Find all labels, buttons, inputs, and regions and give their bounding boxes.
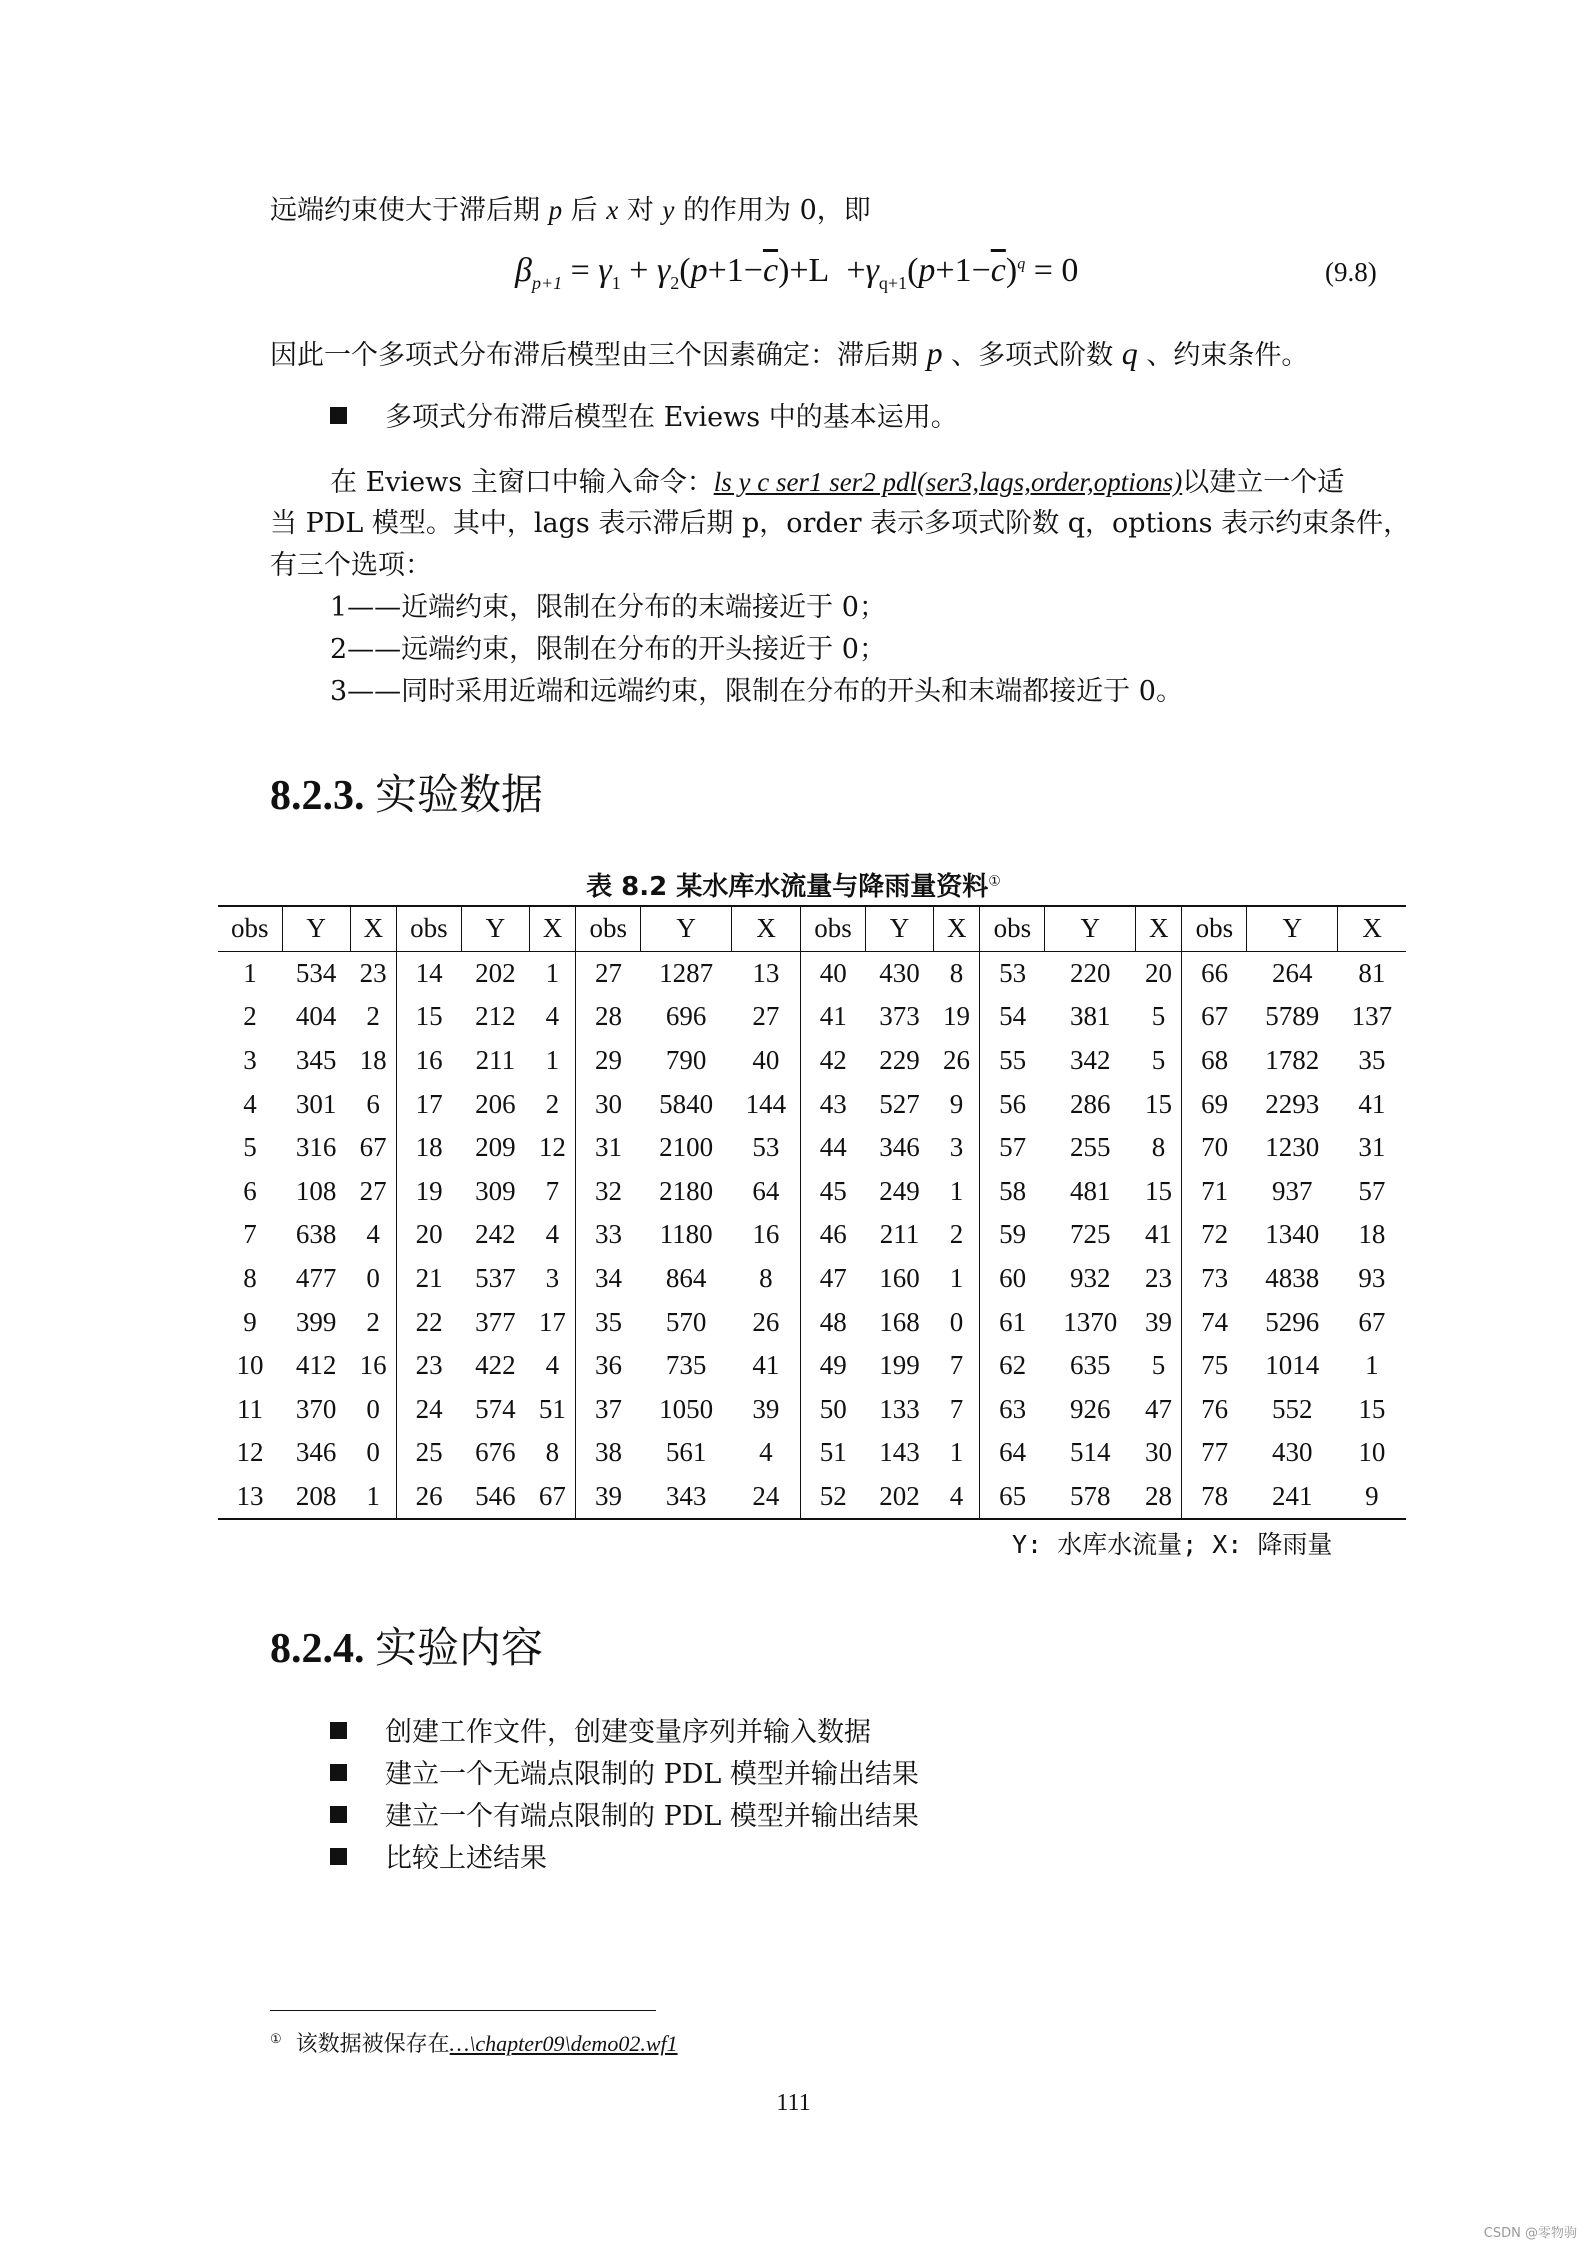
table-cell: 49 xyxy=(801,1344,866,1388)
table-cell: 676 xyxy=(475,1437,516,1468)
table-cell: 1287 xyxy=(659,957,714,988)
table-cell: 28 xyxy=(576,995,641,1039)
table-cell: 377 xyxy=(475,1306,516,1337)
table-cell: 316 xyxy=(295,1132,337,1163)
table-cell: 422 xyxy=(475,1350,516,1381)
table-cell: 5 xyxy=(1151,1350,1166,1381)
table-cell: 14 xyxy=(396,951,461,995)
table-row xyxy=(218,1431,1406,1475)
table-cell: 342 xyxy=(1069,1045,1111,1076)
table-cell: 735 xyxy=(665,1350,707,1381)
table-cell: 635 xyxy=(1069,1350,1111,1381)
table-cell: 42 xyxy=(801,1039,866,1083)
table-cell: 38 xyxy=(576,1431,641,1475)
table-cell: 43 xyxy=(801,1082,866,1126)
table-row xyxy=(218,951,1406,995)
table-cell: 3 xyxy=(949,1132,964,1163)
option-item: 2——远端约束，限制在分布的开头接近于 0； xyxy=(330,634,886,665)
table-cell: 20 xyxy=(396,1213,461,1257)
table-cell: 2 xyxy=(366,1306,380,1337)
table-cell: 2 xyxy=(243,1001,257,1032)
table-cell: 61 xyxy=(980,1300,1045,1344)
table-cell: 23 xyxy=(359,957,387,988)
table-cell: 1230 xyxy=(1265,1132,1320,1163)
table-cell: 8 xyxy=(949,957,964,988)
table-cell: 24 xyxy=(396,1388,461,1432)
table-cell: 206 xyxy=(475,1088,516,1119)
table-row xyxy=(218,995,1406,1039)
table-cell: 40 xyxy=(801,951,866,995)
table-cell: 3 xyxy=(243,1045,257,1076)
table-cell: 22 xyxy=(396,1300,461,1344)
table-cell: 1 xyxy=(1365,1350,1379,1381)
table-cell: 0 xyxy=(366,1393,380,1424)
table-cell: 5 xyxy=(1151,1045,1166,1076)
table-cell: 48 xyxy=(801,1300,866,1344)
table-cell: 137 xyxy=(1351,1001,1393,1032)
table-cell: 1014 xyxy=(1265,1350,1320,1381)
table-cell: 143 xyxy=(879,1437,920,1468)
table-cell: 208 xyxy=(282,1475,350,1520)
table-cell: 1050 xyxy=(659,1393,714,1424)
table-cell: 55 xyxy=(980,1039,1045,1083)
table-cell: 5 xyxy=(243,1132,257,1163)
table-cell: 81 xyxy=(1358,957,1386,988)
data-file-path: …\chapter09\demo02.wf1 xyxy=(449,2031,678,2056)
table-cell: 168 xyxy=(879,1306,920,1337)
table-cell: 21 xyxy=(396,1257,461,1301)
table-cell: 8 xyxy=(243,1263,257,1294)
table-cell: 242 xyxy=(475,1219,516,1250)
table-row xyxy=(218,1213,1406,1257)
table-cell: 26 xyxy=(752,1306,780,1337)
table-cell: 41 xyxy=(801,995,866,1039)
table-cell: 1 xyxy=(545,1045,560,1076)
table-cell: 381 xyxy=(1069,1001,1111,1032)
table-cell: 343 xyxy=(641,1475,732,1520)
section-heading-8-2-3: 8.2.3. 实验数据 xyxy=(270,770,544,819)
table-row xyxy=(218,1126,1406,1170)
table-cell: 66 xyxy=(1182,951,1247,995)
table-cell: 7 xyxy=(949,1350,964,1381)
table-cell: 552 xyxy=(1272,1393,1313,1424)
table-cell: 5 xyxy=(1151,1001,1166,1032)
table-cell: 932 xyxy=(1069,1263,1111,1294)
table-cell: 54 xyxy=(980,995,1045,1039)
table-cell: 2180 xyxy=(659,1175,714,1206)
table-cell: 211 xyxy=(879,1219,920,1250)
table-cell: 430 xyxy=(879,957,920,988)
table-row xyxy=(218,1082,1406,1126)
table-cell: 40 xyxy=(752,1045,780,1076)
table-cell: 7 xyxy=(545,1175,560,1206)
table-cell: 34 xyxy=(576,1257,641,1301)
table-header-cell: Y xyxy=(1045,906,1136,951)
footnote-divider xyxy=(270,2010,656,2011)
table-cell: 12 xyxy=(538,1132,566,1163)
table-cell: 36 xyxy=(576,1344,641,1388)
table-cell: 27 xyxy=(576,951,641,995)
table-cell: 1370 xyxy=(1063,1306,1118,1337)
table-cell: 13 xyxy=(218,1475,282,1520)
table-row xyxy=(218,1388,1406,1432)
table-cell: 33 xyxy=(576,1213,641,1257)
table-cell: 30 xyxy=(576,1082,641,1126)
table-cell: 41 xyxy=(1145,1219,1173,1250)
table-row xyxy=(218,1475,1406,1520)
table-cell: 370 xyxy=(295,1393,337,1424)
table-cell: 47 xyxy=(1145,1393,1173,1424)
table-cell: 93 xyxy=(1358,1263,1386,1294)
table-cell: 346 xyxy=(295,1437,337,1468)
table-cell: 220 xyxy=(1069,957,1111,988)
table-cell: 27 xyxy=(359,1175,387,1206)
table-cell: 29 xyxy=(576,1039,641,1083)
table-cell: 212 xyxy=(475,1001,516,1032)
table-cell: 5789 xyxy=(1265,1001,1320,1032)
table-cell: 26 xyxy=(396,1475,461,1520)
table-cell: 15 xyxy=(396,995,461,1039)
bullet-square-icon xyxy=(330,1764,347,1781)
table-cell: 26 xyxy=(943,1045,970,1076)
table-cell: 58 xyxy=(980,1170,1045,1214)
table-cell: 44 xyxy=(801,1126,866,1170)
footnote: ① 该数据被保存在…\chapter09\demo02.wf1 xyxy=(270,2031,678,2057)
paragraph-far-end-constraint: 远端约束使大于滞后期 p 后 x 对 y 的作用为 0，即 xyxy=(270,195,871,226)
table-cell: 65 xyxy=(980,1475,1045,1520)
table-cell: 74 xyxy=(1182,1300,1247,1344)
table-cell: 45 xyxy=(801,1170,866,1214)
table-cell: 67 xyxy=(1182,995,1247,1039)
table-cell: 8 xyxy=(759,1263,773,1294)
table-cell: 7 xyxy=(243,1219,257,1250)
table-cell: 264 xyxy=(1272,957,1313,988)
table-cell: 926 xyxy=(1069,1393,1111,1424)
table-cell: 1 xyxy=(949,1437,964,1468)
table-cell: 6 xyxy=(243,1175,257,1206)
table-cell: 241 xyxy=(1247,1475,1338,1520)
table-header-cell: X xyxy=(732,906,801,951)
table-cell: 67 xyxy=(530,1475,576,1520)
section-heading-8-2-4: 8.2.4. 实验内容 xyxy=(270,1623,544,1672)
table-cell: 15 xyxy=(1358,1393,1386,1424)
table-cell: 399 xyxy=(295,1306,337,1337)
table-header-cell: obs xyxy=(980,906,1045,951)
table-cell: 537 xyxy=(475,1263,516,1294)
table-cell: 2 xyxy=(545,1088,560,1119)
table-cell: 2100 xyxy=(659,1132,714,1163)
table-cell: 1 xyxy=(949,1175,964,1206)
table-cell: 5296 xyxy=(1265,1306,1320,1337)
table-cell: 1 xyxy=(545,957,560,988)
paragraph-three-factors: 因此一个多项式分布滞后模型由三个因素确定：滞后期 p 、多项式阶数 q 、约束条件。 xyxy=(270,335,1309,371)
table-cell: 72 xyxy=(1182,1213,1247,1257)
table-cell: 373 xyxy=(879,1001,920,1032)
page-number: 111 xyxy=(776,2090,811,2116)
table-cell: 0 xyxy=(949,1306,964,1337)
table-cell: 27 xyxy=(752,1001,780,1032)
table-header-cell: obs xyxy=(801,906,866,951)
table-cell: 67 xyxy=(359,1132,387,1163)
table-cell: 404 xyxy=(295,1001,337,1032)
table-cell: 346 xyxy=(879,1132,920,1163)
table-cell: 18 xyxy=(396,1126,461,1170)
table-cell: 229 xyxy=(879,1045,920,1076)
table-cell: 546 xyxy=(461,1475,529,1520)
table-cell: 78 xyxy=(1182,1475,1247,1520)
table-header-cell: X xyxy=(530,906,576,951)
table-cell: 133 xyxy=(879,1393,920,1424)
table-cell: 31 xyxy=(576,1126,641,1170)
table-cell: 1 xyxy=(949,1263,964,1294)
table-cell: 62 xyxy=(980,1344,1045,1388)
table-cell: 41 xyxy=(752,1350,780,1381)
table-cell: 4 xyxy=(545,1350,560,1381)
table-cell: 202 xyxy=(865,1475,933,1520)
table-cell: 17 xyxy=(396,1082,461,1126)
table-row xyxy=(218,1170,1406,1214)
table-cell: 286 xyxy=(1069,1088,1111,1119)
table-cell: 345 xyxy=(295,1045,337,1076)
table-cell: 514 xyxy=(1069,1437,1111,1468)
table-cell: 39 xyxy=(1145,1306,1173,1337)
table-row xyxy=(218,1257,1406,1301)
table-cell: 527 xyxy=(879,1088,920,1119)
table-header-cell: Y xyxy=(641,906,732,951)
table-cell: 23 xyxy=(396,1344,461,1388)
table-cell: 4 xyxy=(545,1001,560,1032)
table-cell: 481 xyxy=(1069,1175,1111,1206)
table-cell: 574 xyxy=(475,1393,516,1424)
table-cell: 20 xyxy=(1145,957,1173,988)
table-header-cell: Y xyxy=(1247,906,1338,951)
content-list-item: 创建工作文件，创建变量序列并输入数据 xyxy=(330,1712,871,1754)
table-caption: 表 8.2 某水库水流量与降雨量资料① xyxy=(586,872,1001,902)
watermark: CSDN @零物驹 xyxy=(1483,2226,1577,2241)
table-cell: 1 xyxy=(350,1475,396,1520)
bullet-square-icon xyxy=(330,407,347,424)
table-cell: 28 xyxy=(1136,1475,1182,1520)
table-cell: 4 xyxy=(545,1219,560,1250)
table-cell: 35 xyxy=(576,1300,641,1344)
table-cell: 73 xyxy=(1182,1257,1247,1301)
table-cell: 15 xyxy=(1145,1088,1173,1119)
bullet-eviews-usage: 多项式分布滞后模型在 Eviews 中的基本运用。 xyxy=(330,398,958,438)
table-cell: 19 xyxy=(396,1170,461,1214)
table-cell: 37 xyxy=(576,1388,641,1432)
table-cell: 25 xyxy=(396,1431,461,1475)
table-cell: 725 xyxy=(1069,1219,1111,1250)
table-cell: 696 xyxy=(665,1001,707,1032)
table-cell: 4 xyxy=(243,1088,257,1119)
table-cell: 0 xyxy=(366,1263,380,1294)
table-cell: 561 xyxy=(665,1437,707,1468)
table-cell: 51 xyxy=(538,1393,566,1424)
table-cell: 534 xyxy=(295,957,337,988)
table-cell: 202 xyxy=(475,957,516,988)
data-table xyxy=(218,905,1406,1520)
table-cell: 71 xyxy=(1182,1170,1247,1214)
table-cell: 430 xyxy=(1272,1437,1313,1468)
option-item: 3——同时采用近端和远端约束，限制在分布的开头和末端都接近于 0。 xyxy=(330,676,1183,707)
table-cell: 249 xyxy=(879,1175,920,1206)
equation-9-8: $\beta_{p+1} = \gamma_1 + \gamma_2(p+1-\overline{c})+L +\gamma_{q+1}(p+1-\overline{c})^q = 0$ xyxy=(515,252,1079,293)
table-cell: 64 xyxy=(752,1175,780,1206)
table-cell: 5840 xyxy=(659,1088,714,1119)
table-header-cell: X xyxy=(934,906,980,951)
table-cell: 23 xyxy=(1145,1263,1173,1294)
table-cell: 578 xyxy=(1045,1475,1136,1520)
table-cell: 56 xyxy=(980,1082,1045,1126)
table-row xyxy=(218,1344,1406,1388)
content-list-item: 建立一个有端点限制的 PDL 模型并输出结果 xyxy=(330,1796,919,1838)
table-cell: 211 xyxy=(475,1045,516,1076)
table-cell: 51 xyxy=(801,1431,866,1475)
table-header-cell: obs xyxy=(1182,906,1247,951)
table-cell: 309 xyxy=(475,1175,516,1206)
table-cell: 69 xyxy=(1182,1082,1247,1126)
table-cell: 24 xyxy=(732,1475,801,1520)
table-cell: 10 xyxy=(236,1350,264,1381)
table-cell: 39 xyxy=(576,1475,641,1520)
table-cell: 9 xyxy=(949,1088,964,1119)
table-cell: 9 xyxy=(243,1306,257,1337)
bullet-square-icon xyxy=(330,1806,347,1823)
table-cell: 477 xyxy=(295,1263,337,1294)
table-cell: 2 xyxy=(949,1219,964,1250)
table-cell: 32 xyxy=(576,1170,641,1214)
table-cell: 2 xyxy=(366,1001,380,1032)
table-cell: 60 xyxy=(980,1257,1045,1301)
table-cell: 412 xyxy=(295,1350,337,1381)
table-cell: 46 xyxy=(801,1213,866,1257)
bullet-square-icon xyxy=(330,1722,347,1739)
table-cell: 10 xyxy=(1358,1437,1386,1468)
table-cell: 8 xyxy=(1151,1132,1166,1163)
table-cell: 1 xyxy=(243,957,257,988)
table-header-cell: Y xyxy=(461,906,529,951)
table-cell: 57 xyxy=(980,1126,1045,1170)
option-item: 1——近端约束，限制在分布的末端接近于 0； xyxy=(330,592,886,623)
table-cell: 8 xyxy=(545,1437,560,1468)
table-cell: 77 xyxy=(1182,1431,1247,1475)
table-cell: 16 xyxy=(752,1219,780,1250)
table-cell: 75 xyxy=(1182,1344,1247,1388)
table-cell: 59 xyxy=(980,1213,1045,1257)
table-cell: 11 xyxy=(237,1393,263,1424)
table-cell: 1340 xyxy=(1265,1219,1320,1250)
table-header-row xyxy=(218,906,1406,951)
table-header-cell: X xyxy=(1338,906,1406,951)
table-cell: 47 xyxy=(801,1257,866,1301)
table-cell: 790 xyxy=(665,1045,707,1076)
table-cell: 570 xyxy=(665,1306,707,1337)
table-cell: 15 xyxy=(1145,1175,1173,1206)
table-cell: 301 xyxy=(295,1088,337,1119)
content-list-item: 建立一个无端点限制的 PDL 模型并输出结果 xyxy=(330,1754,919,1796)
table-cell: 41 xyxy=(1358,1088,1386,1119)
table-cell: 76 xyxy=(1182,1388,1247,1432)
table-cell: 30 xyxy=(1145,1437,1173,1468)
table-header-cell: obs xyxy=(218,906,282,951)
table-cell: 39 xyxy=(752,1393,780,1424)
table-cell: 16 xyxy=(359,1350,387,1381)
table-cell: 31 xyxy=(1358,1132,1386,1163)
table-cell: 17 xyxy=(538,1306,566,1337)
table-header-cell: X xyxy=(350,906,396,951)
table-header-cell: obs xyxy=(396,906,461,951)
table-header-cell: Y xyxy=(865,906,933,951)
table-cell: 638 xyxy=(295,1219,337,1250)
paragraph-command-line2: 当 PDL 模型。其中，lags 表示滞后期 p，order 表示多项式阶数 q，options 表示约束条件， xyxy=(270,508,1411,539)
table-cell: 4 xyxy=(759,1437,773,1468)
table-cell: 67 xyxy=(1358,1306,1386,1337)
table-cell: 68 xyxy=(1182,1039,1247,1083)
table-row xyxy=(218,1039,1406,1083)
table-cell: 4 xyxy=(366,1219,380,1250)
table-cell: 937 xyxy=(1272,1175,1313,1206)
table-cell: 209 xyxy=(475,1132,516,1163)
table-cell: 864 xyxy=(665,1263,707,1294)
table-cell: 160 xyxy=(879,1263,920,1294)
table-cell: 64 xyxy=(980,1431,1045,1475)
table-cell: 4838 xyxy=(1265,1263,1320,1294)
table-cell: 18 xyxy=(359,1045,387,1076)
table-cell: 63 xyxy=(980,1388,1045,1432)
table-row xyxy=(218,1300,1406,1344)
table-cell: 0 xyxy=(366,1437,380,1468)
table-header-cell: X xyxy=(1136,906,1182,951)
table-cell: 1180 xyxy=(659,1219,713,1250)
table-note: Y: 水库水流量; X: 降雨量 xyxy=(1012,1530,1333,1559)
table-header-cell: obs xyxy=(576,906,641,951)
table-cell: 16 xyxy=(396,1039,461,1083)
table-cell: 144 xyxy=(745,1088,787,1119)
table-cell: 4 xyxy=(934,1475,980,1520)
table-cell: 7 xyxy=(949,1393,964,1424)
table-cell: 3 xyxy=(545,1263,560,1294)
eviews-command: ls y c ser1 ser2 pdl(ser3,lags,order,options) xyxy=(713,467,1183,497)
paragraph-command-line1: 在 Eviews 主窗口中输入命令：ls y c ser1 ser2 pdl(ser3,lags,order,options)以建立一个适 xyxy=(330,467,1345,498)
paragraph-command-line3: 有三个选项： xyxy=(270,550,432,581)
table-cell: 6 xyxy=(366,1088,380,1119)
table-cell: 19 xyxy=(943,1001,970,1032)
equation-number: (9.8) xyxy=(1325,257,1377,287)
table-cell: 50 xyxy=(801,1388,866,1432)
table-cell: 53 xyxy=(980,951,1045,995)
table-cell: 108 xyxy=(295,1175,337,1206)
table-cell: 18 xyxy=(1358,1219,1386,1250)
table-cell: 199 xyxy=(879,1350,920,1381)
table-cell: 255 xyxy=(1069,1132,1111,1163)
table-cell: 12 xyxy=(236,1437,264,1468)
bullet-square-icon xyxy=(330,1848,347,1865)
table-cell: 35 xyxy=(1358,1045,1386,1076)
table-cell: 53 xyxy=(752,1132,780,1163)
table-cell: 70 xyxy=(1182,1126,1247,1170)
content-list-item: 比较上述结果 xyxy=(330,1838,547,1880)
table-body xyxy=(218,951,1406,1519)
table-cell: 9 xyxy=(1338,1475,1406,1520)
table-cell: 52 xyxy=(801,1475,866,1520)
table-cell: 2293 xyxy=(1265,1088,1320,1119)
table-cell: 57 xyxy=(1358,1175,1386,1206)
table-header-cell: Y xyxy=(282,906,350,951)
table-cell: 1782 xyxy=(1265,1045,1320,1076)
table-cell: 13 xyxy=(752,957,780,988)
